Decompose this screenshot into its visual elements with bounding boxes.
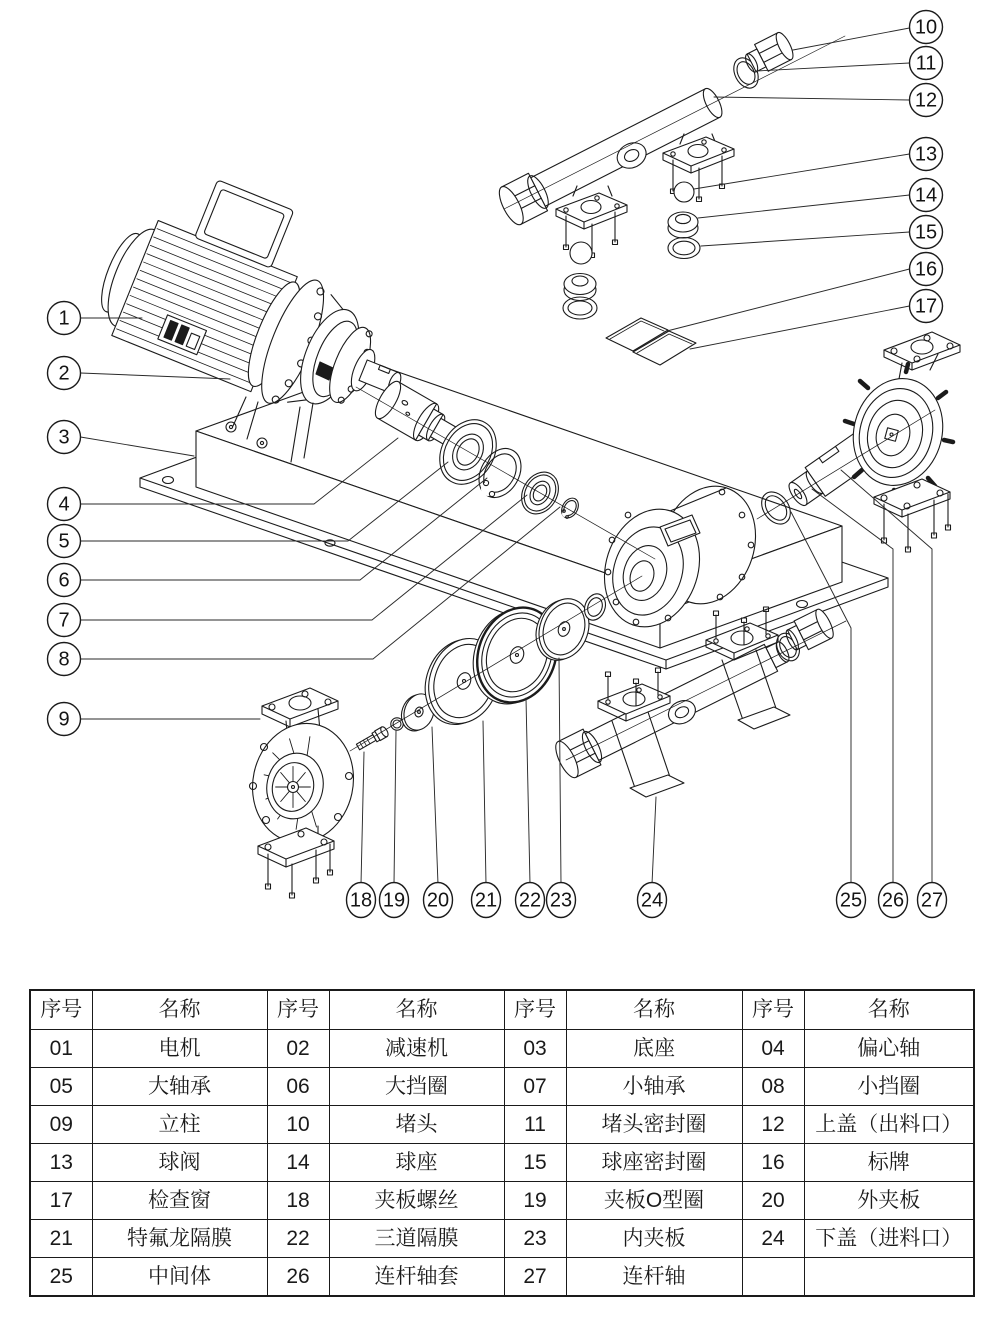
callout-number-18: 18: [349, 889, 373, 912]
table-header-cell: 名称: [566, 990, 742, 1030]
part-no-cell: 12: [742, 1106, 804, 1144]
part-no-cell: 24: [742, 1220, 804, 1258]
pump-head-drawing: [842, 332, 960, 552]
leader-14: [698, 195, 910, 218]
part-no-cell: 25: [30, 1258, 92, 1297]
part-name-cell: 夹板O型圈: [566, 1182, 742, 1220]
part-no-cell: 23: [504, 1220, 566, 1258]
part-no-cell: 08: [742, 1068, 804, 1106]
part-name-cell: 大挡圈: [329, 1068, 504, 1106]
part-name-cell: 外夹板: [804, 1182, 974, 1220]
leader-10: [793, 28, 910, 50]
part-name-cell: 特氟龙隔膜: [92, 1220, 267, 1258]
part-name-cell: 夹板螺丝: [329, 1182, 504, 1220]
table-header-cell: 名称: [92, 990, 267, 1030]
callout-number-14: 14: [914, 184, 938, 207]
callout-number-4: 4: [58, 493, 70, 516]
part-name-cell: 球座密封圈: [566, 1144, 742, 1182]
part-name-cell: 连杆轴: [566, 1258, 742, 1297]
table-header-cell: 名称: [329, 990, 504, 1030]
leader-15: [701, 232, 910, 246]
part-no-cell: 22: [267, 1220, 329, 1258]
table-header-cell: 序号: [30, 990, 92, 1030]
part-name-cell: 大轴承: [92, 1068, 267, 1106]
assembled-pump-drawing: [242, 688, 365, 898]
callout-number-22: 22: [518, 889, 542, 912]
part-no-cell: 09: [30, 1106, 92, 1144]
part-name-cell: 下盖（进料口）: [804, 1220, 974, 1258]
callout-number-16: 16: [914, 258, 938, 281]
callout-number-19: 19: [382, 889, 406, 912]
part-no-cell: 21: [30, 1220, 92, 1258]
part-no-cell: 07: [504, 1068, 566, 1106]
callout-number-23: 23: [549, 889, 573, 912]
upper-cover-drawing: [495, 81, 734, 257]
part-no-cell: 01: [30, 1030, 92, 1068]
part-name-cell: 标牌: [804, 1144, 974, 1182]
callout-number-21: 21: [474, 889, 498, 912]
part-name-cell: 减速机: [329, 1030, 504, 1068]
part-name-cell: 检查窗: [92, 1182, 267, 1220]
leader-18: [361, 752, 364, 884]
part-name-cell: 上盖（出料口）: [804, 1106, 974, 1144]
callout-number-26: 26: [881, 889, 905, 912]
leader-23: [559, 658, 561, 884]
part-no-cell: 17: [30, 1182, 92, 1220]
part-name-cell: 内夹板: [566, 1220, 742, 1258]
part-name-cell: 小挡圈: [804, 1068, 974, 1106]
callout-number-15: 15: [914, 221, 938, 244]
callout-number-11: 11: [915, 52, 937, 75]
callout-number-2: 2: [58, 362, 70, 385]
parts-table-grid: [29, 989, 975, 1297]
leader-21: [483, 721, 486, 884]
leader-22: [526, 698, 530, 884]
part-no-cell: 18: [267, 1182, 329, 1220]
part-name-cell: 立柱: [92, 1106, 267, 1144]
part-name-cell: 偏心轴: [804, 1030, 974, 1068]
part-no-cell: 15: [504, 1144, 566, 1182]
part-name-cell: 堵头: [329, 1106, 504, 1144]
parts-table: [29, 989, 973, 1297]
leader-12: [714, 97, 910, 100]
table-header-cell: 名称: [804, 990, 974, 1030]
callout-number-1: 1: [58, 307, 70, 330]
part-no-cell: 06: [267, 1068, 329, 1106]
part-no-cell: 05: [30, 1068, 92, 1106]
callout-number-6: 6: [58, 569, 70, 592]
callout-number-17: 17: [914, 295, 938, 318]
part-no-cell: 04: [742, 1030, 804, 1068]
part-name-cell: 中间体: [92, 1258, 267, 1297]
callout-number-27: 27: [920, 889, 944, 912]
leader-24: [652, 797, 656, 884]
part-name-cell: 底座: [566, 1030, 742, 1068]
leader-27: [841, 470, 932, 884]
part-no-cell: 11: [504, 1106, 566, 1144]
plug-drawing: [741, 30, 796, 78]
callout-number-3: 3: [58, 426, 70, 449]
callout-number-5: 5: [58, 530, 70, 553]
leader-20: [432, 727, 438, 884]
leader-3: [81, 437, 195, 456]
callout-number-24: 24: [640, 889, 664, 912]
table-header-cell: 序号: [267, 990, 329, 1030]
callout-number-8: 8: [58, 648, 70, 671]
part-name-cell: 电机: [92, 1030, 267, 1068]
leader-16: [667, 269, 910, 331]
clamp-screw-drawing: [355, 726, 389, 752]
table-header-cell: 序号: [504, 990, 566, 1030]
part-no-cell: [742, 1258, 804, 1297]
part-no-cell: 19: [504, 1182, 566, 1220]
callout-number-9: 9: [58, 708, 70, 731]
part-name-cell: 三道隔膜: [329, 1220, 504, 1258]
part-name-cell: 球阀: [92, 1144, 267, 1182]
part-no-cell: 26: [267, 1258, 329, 1297]
part-name-cell: 小轴承: [566, 1068, 742, 1106]
callout-number-10: 10: [914, 16, 938, 39]
part-no-cell: 10: [267, 1106, 329, 1144]
part-no-cell: 14: [267, 1144, 329, 1182]
callout-number-7: 7: [58, 609, 70, 632]
callout-number-12: 12: [914, 89, 938, 112]
part-no-cell: 20: [742, 1182, 804, 1220]
part-name-cell: 球座: [329, 1144, 504, 1182]
part-name-cell: [804, 1258, 974, 1297]
part-name-cell: 堵头密封圈: [566, 1106, 742, 1144]
callout-number-20: 20: [426, 889, 450, 912]
part-no-cell: 03: [504, 1030, 566, 1068]
leader-19: [394, 731, 396, 884]
part-no-cell: 02: [267, 1030, 329, 1068]
part-name-cell: 连杆轴套: [329, 1258, 504, 1297]
leader-17: [690, 306, 910, 349]
callout-number-13: 13: [914, 143, 938, 166]
callout-number-25: 25: [839, 889, 863, 912]
part-no-cell: 16: [742, 1144, 804, 1182]
part-no-cell: 27: [504, 1258, 566, 1297]
table-header-cell: 序号: [742, 990, 804, 1030]
part-no-cell: 13: [30, 1144, 92, 1182]
